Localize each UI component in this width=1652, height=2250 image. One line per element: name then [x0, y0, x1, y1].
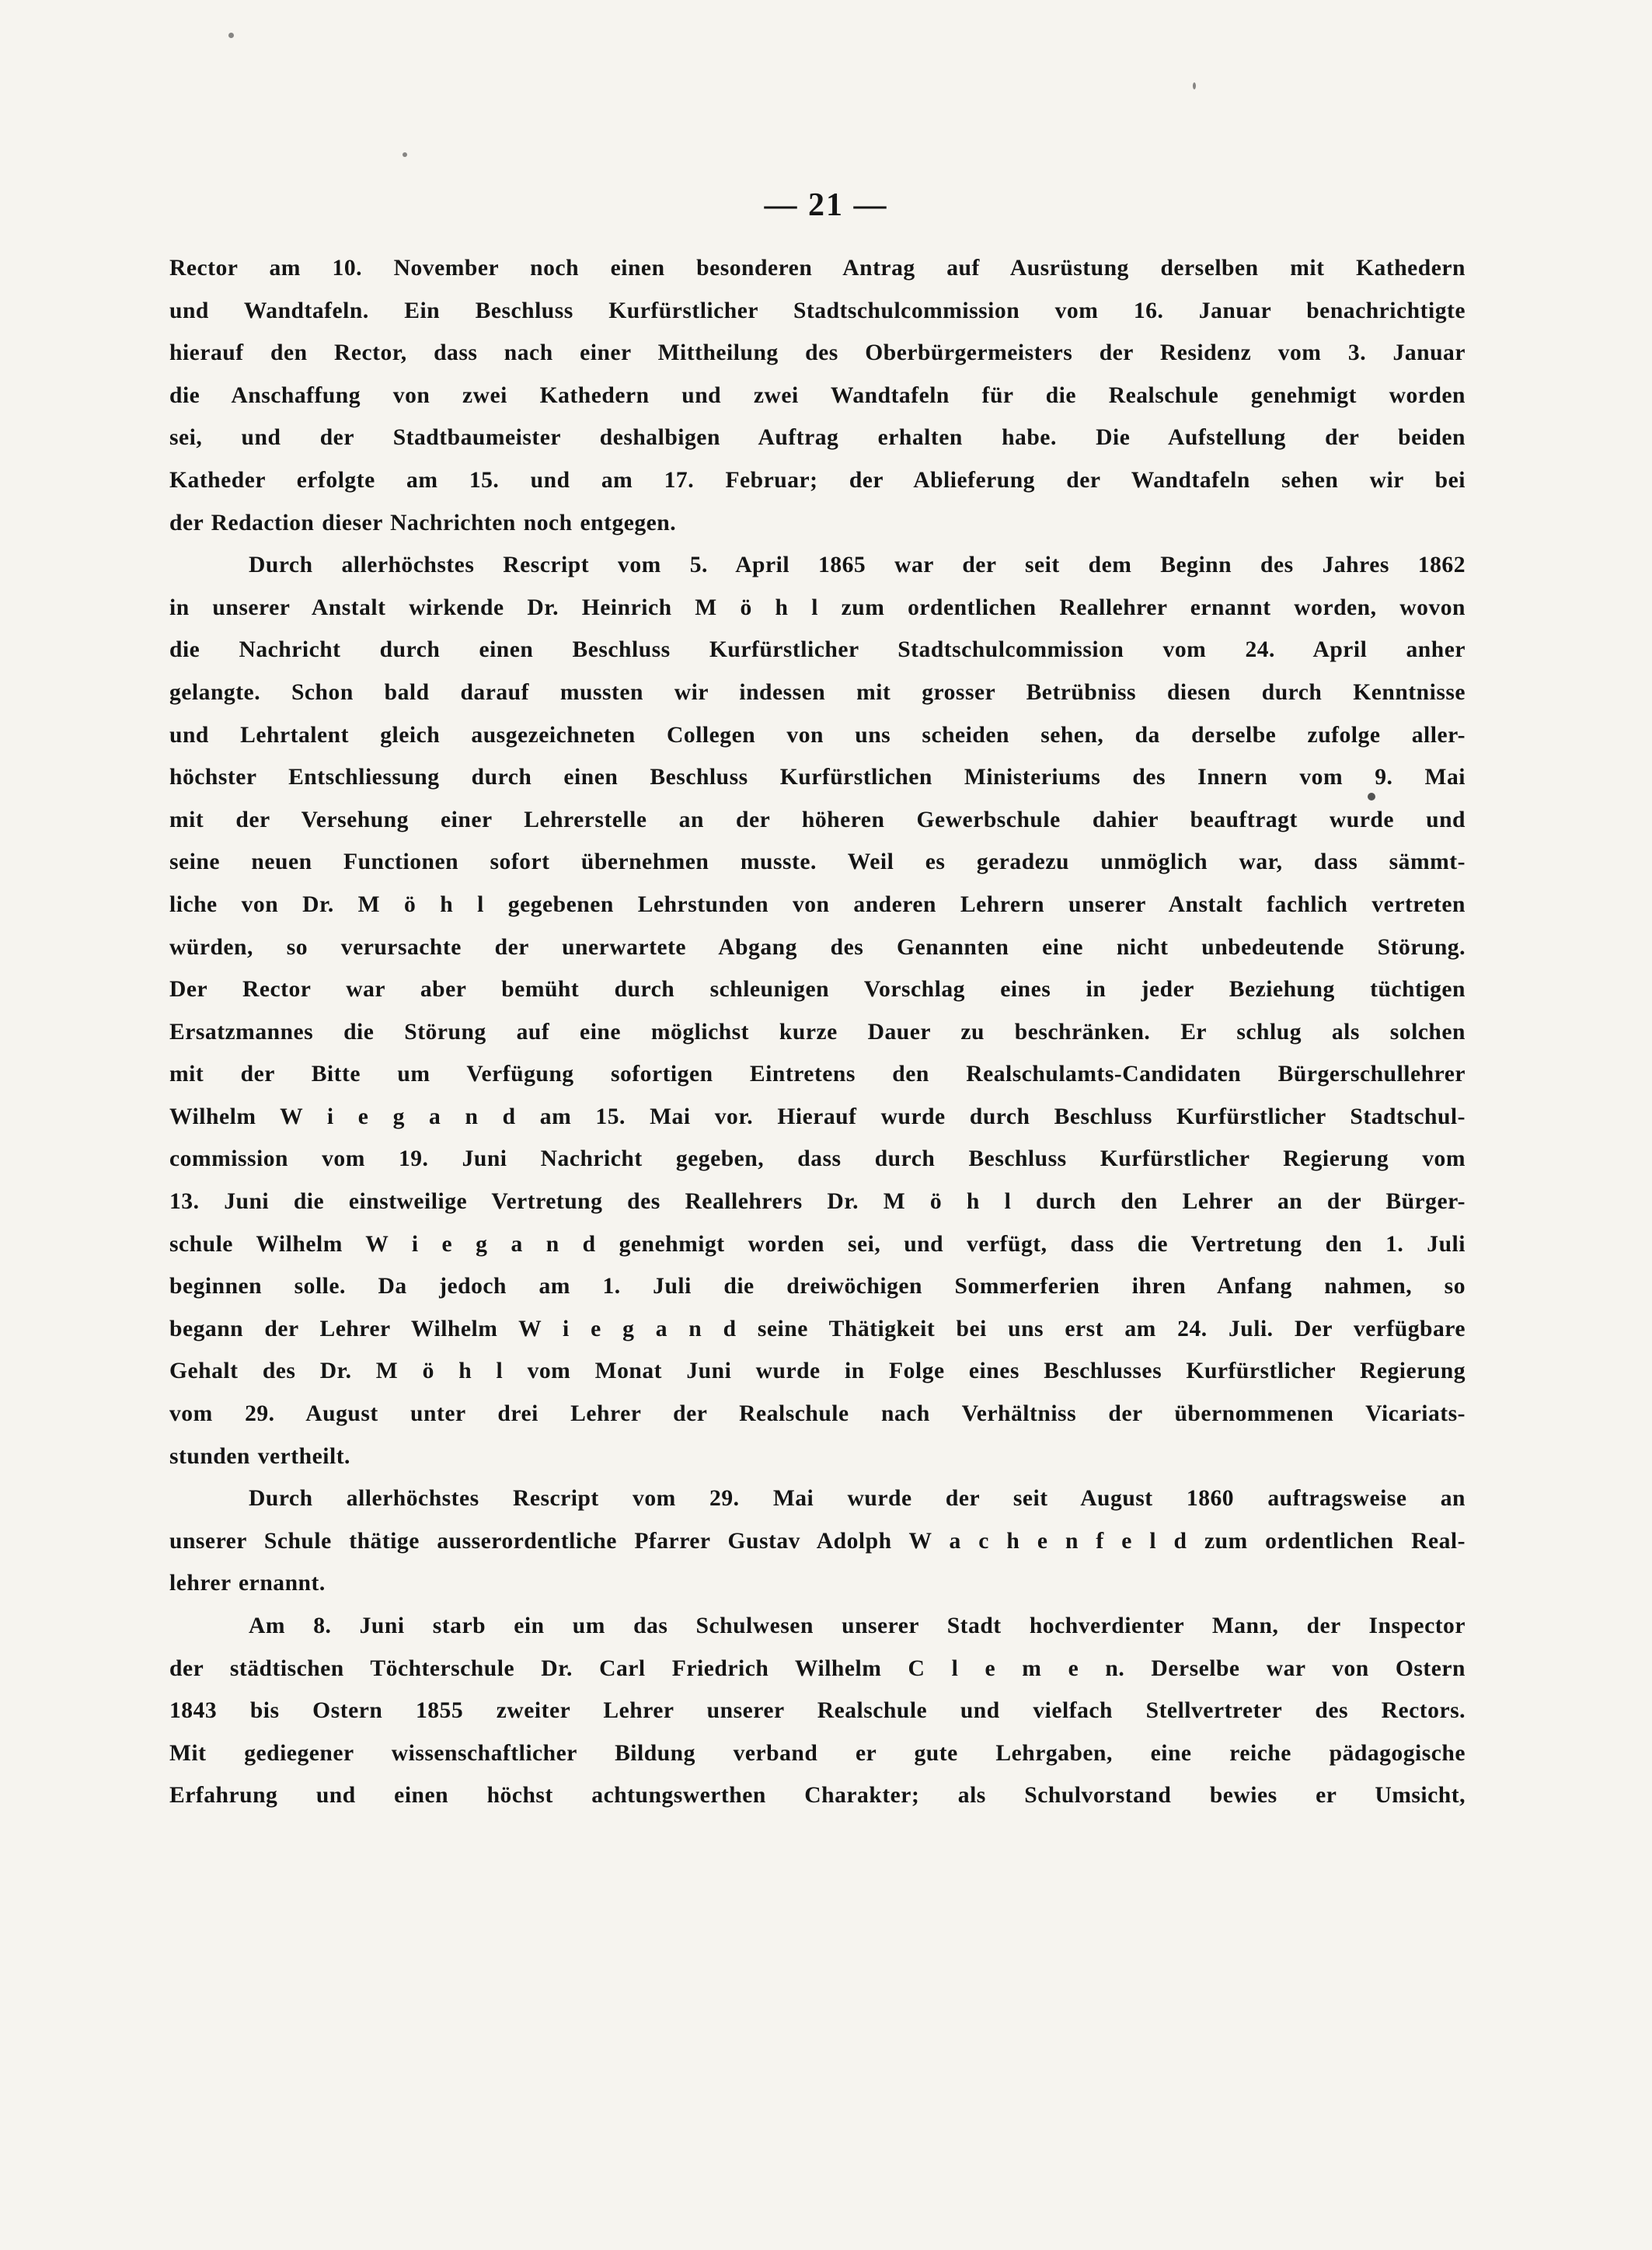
text-line: die Anschaffung von zwei Kathedern und zwei Wandtafeln für die Realschule genehmigt worden — [169, 382, 1466, 408]
page-number: — 21 — — [764, 187, 888, 223]
text-line: Wilhelm W i e g a n d am 15. Mai vor. Hierauf wurde durch Beschluss Kurfürstlicher Stadtschul- — [169, 1104, 1466, 1129]
text-line: commission vom 19. Juni Nachricht gegeben, dass durch Beschluss Kurfürstlicher Regierung vom — [169, 1146, 1466, 1172]
text-line: mit der Versehung einer Lehrerstelle an der höheren Gewerbschule dahier beauftragt wurde und — [169, 807, 1466, 832]
text-line: stunden vertheilt. — [169, 1443, 350, 1469]
text-line: Erfahrung und einen höchst achtungswerthen Charakter; als Schulvorstand bewies er Umsicht, — [169, 1783, 1466, 1809]
text-line: unserer Schule thätige ausserordentliche Pfarrer Gustav Adolph W a c h e n f e l d zum ordentlichen Real- — [169, 1528, 1466, 1554]
text-line: der Redaction dieser Nachrichten noch entgegen. — [169, 510, 677, 535]
text-line: 13. Juni die einstweilige Vertretung des Reallehrers Dr. M ö h l durch den Lehrer an der Bürger- — [169, 1189, 1466, 1215]
text-line: lehrer ernannt. — [169, 1571, 326, 1596]
text-line: und Wandtafeln. Ein Beschluss Kurfürstlicher Stadtschulcommission vom 16. Januar benachrichtigte — [169, 298, 1466, 323]
text-line: 1843 bis Ostern 1855 zweiter Lehrer unserer Realschule und vielfach Stellvertreter des Rectors. — [169, 1698, 1466, 1724]
text-line: Katheder erfolgte am 15. und am 17. Februar; der Ablieferung der Wandtafeln sehen wir bei — [169, 467, 1466, 493]
text-line: Durch allerhöchstes Rescript vom 29. Mai wurde der seit August 1860 auftragsweise an — [249, 1486, 1466, 1512]
text-line: Ersatzmannes die Störung auf eine möglichst kurze Dauer zu beschränken. Er schlug als solchen — [169, 1019, 1466, 1045]
paper-speck — [1193, 82, 1196, 89]
text-line: liche von Dr. M ö h l gegebenen Lehrstunden von anderen Lehrern unserer Anstalt fachlich vertreten — [169, 891, 1466, 917]
text-line: begann der Lehrer Wilhelm W i e g a n d seine Thätigkeit bei uns erst am 24. Juli. Der verfügbare — [169, 1316, 1466, 1341]
text-line: Rector am 10. November noch einen besonderen Antrag auf Ausrüstung derselben mit Kathedern — [169, 256, 1466, 281]
text-line: Durch allerhöchstes Rescript vom 5. April 1865 war der seit dem Beginn des Jahres 1862 — [249, 553, 1466, 578]
text-line: sei, und der Stadtbaumeister deshalbigen Auftrag erhalten habe. Die Aufstellung der beiden — [169, 425, 1466, 451]
text-line: vom 29. August unter drei Lehrer der Realschule nach Verhältniss der übernommenen Vicariats- — [169, 1401, 1466, 1427]
text-line: seine neuen Functionen sofort übernehmen musste. Weil es geradezu unmöglich war, dass sämmt- — [169, 849, 1466, 875]
text-line: würden, so verursachte der unerwartete Abgang des Genannten eine nicht unbedeutende Störung. — [169, 934, 1466, 960]
text-line: mit der Bitte um Verfügung sofortigen Eintretens den Realschulamts-Candidaten Bürgerschullehrer — [169, 1062, 1466, 1087]
text-line: in unserer Anstalt wirkende Dr. Heinrich M ö h l zum ordentlichen Reallehrer ernannt worden, wovon — [169, 595, 1466, 620]
text-line: der städtischen Töchterschule Dr. Carl Friedrich Wilhelm C l e m e n. Derselbe war von Ostern — [169, 1655, 1466, 1681]
text-line: Mit gediegener wissenschaftlicher Bildung verband er gute Lehrgaben, eine reiche pädagogische — [169, 1740, 1466, 1766]
text-line: Am 8. Juni starb ein um das Schulwesen unserer Stadt hochverdienter Mann, der Inspector — [249, 1613, 1466, 1638]
text-line: Gehalt des Dr. M ö h l vom Monat Juni wurde in Folge eines Beschlusses Kurfürstlicher Regierung — [169, 1359, 1466, 1384]
paper-speck — [403, 152, 407, 157]
text-line: höchster Entschliessung durch einen Beschluss Kurfürstlichen Ministeriums des Innern vom 9. Mai — [169, 765, 1466, 790]
body-text — [169, 247, 1466, 1817]
text-line: Der Rector war aber bemüht durch schleunigen Vorschlag eines in jeder Beziehung tüchtigen — [169, 977, 1466, 1003]
text-line: beginnen solle. Da jedoch am 1. Juli die dreiwöchigen Sommerferien ihren Anfang nahmen, so — [169, 1274, 1466, 1299]
text-line: gelangte. Schon bald darauf mussten wir indessen mit grosser Betrübniss diesen durch Kenntnisse — [169, 679, 1466, 705]
text-line: die Nachricht durch einen Beschluss Kurfürstlicher Stadtschulcommission vom 24. April anher — [169, 637, 1466, 663]
text-line: schule Wilhelm W i e g a n d genehmigt worden sei, und verfügt, dass die Vertretung den 1. Juli — [169, 1231, 1466, 1257]
text-line: hierauf den Rector, dass nach einer Mittheilung des Oberbürgermeisters der Residenz vom 3. Januar — [169, 340, 1466, 366]
paper-speck — [228, 33, 234, 38]
text-line: und Lehrtalent gleich ausgezeichneten Collegen von uns scheiden sehen, da derselbe zufolge aller- — [169, 722, 1466, 748]
